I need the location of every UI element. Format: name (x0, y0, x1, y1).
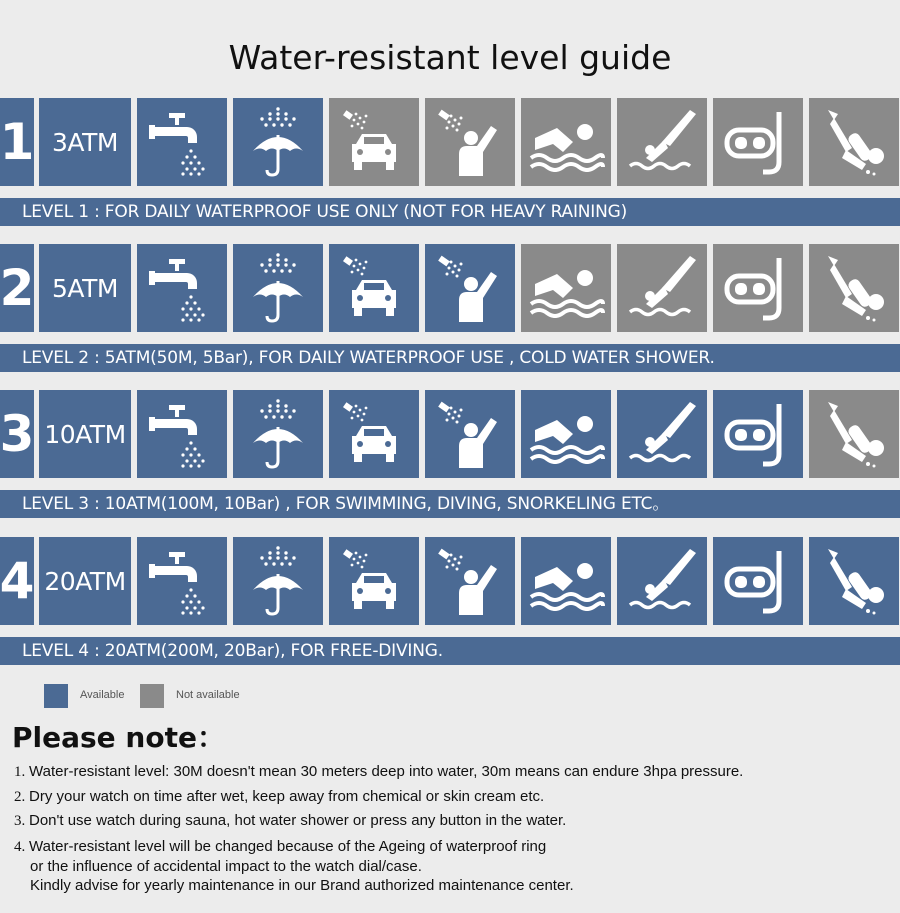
level-atm: 3ATM (39, 98, 131, 186)
shower-icon (435, 252, 505, 324)
diving-icon (626, 398, 698, 470)
car-wash-icon-tile (329, 244, 419, 332)
diving-icon-tile (617, 244, 707, 332)
scuba-diver-icon-tile (809, 537, 899, 625)
swimming-icon-tile (521, 537, 611, 625)
car-wash-icon (338, 545, 410, 617)
shower-icon (435, 398, 505, 470)
diving-icon-tile (617, 98, 707, 186)
level-description: LEVEL 2 : 5ATM(50M, 5Bar), FOR DAILY WATERPROOF USE , COLD WATER SHOWER. (0, 344, 900, 372)
level-number: 2 (0, 244, 34, 332)
scuba-diver-icon-tile (809, 244, 899, 332)
level-row-2 (0, 244, 900, 372)
swimming-icon (527, 112, 605, 172)
note-line: or the influence of accidental impact to the watch dial/case. (30, 858, 422, 875)
level-number: 4 (0, 537, 34, 625)
shower-icon (435, 545, 505, 617)
legend-swatch-available (44, 684, 68, 708)
snorkel-mask-icon (723, 398, 793, 470)
faucet-icon (147, 399, 217, 469)
swimming-icon-tile (521, 390, 611, 478)
shower-icon-tile (425, 390, 515, 478)
car-wash-icon (338, 398, 410, 470)
swimming-icon (527, 258, 605, 318)
level-number: 3 (0, 390, 34, 478)
note-title: Please note： (12, 721, 225, 754)
note-item (14, 787, 544, 807)
rain-umbrella-icon (243, 105, 313, 179)
note-line: Don't use watch during sauna, hot water shower or press any button in the water. (29, 812, 567, 829)
snorkel-mask-icon-tile (713, 390, 803, 478)
legend-label-available: Available (80, 689, 125, 701)
shower-icon-tile (425, 98, 515, 186)
note-item (14, 762, 743, 782)
car-wash-icon (338, 106, 410, 178)
swimming-icon (527, 551, 605, 611)
scuba-diver-icon (818, 398, 890, 470)
note-item (14, 837, 574, 895)
shower-icon-tile (425, 244, 515, 332)
rain-umbrella-icon-tile (233, 390, 323, 478)
note-line: Kindly advise for yearly maintenance in our Brand authorized maintenance center. (30, 877, 574, 894)
level-description: LEVEL 3 : 10ATM(100M, 10Bar) , FOR SWIMMING, DIVING, SNORKELING ETC。 (0, 490, 900, 518)
diving-icon (626, 106, 698, 178)
shower-icon (435, 106, 505, 178)
scuba-diver-icon-tile (809, 390, 899, 478)
car-wash-icon (338, 252, 410, 324)
rain-umbrella-icon (243, 544, 313, 618)
note-line: Dry your watch on time after wet, keep away from chemical or skin cream etc. (29, 788, 545, 805)
scuba-diver-icon (818, 545, 890, 617)
faucet-icon-tile (137, 98, 227, 186)
faucet-icon-tile (137, 390, 227, 478)
swimming-icon-tile (521, 244, 611, 332)
level-number: 1 (0, 98, 34, 186)
level-description: LEVEL 1 : FOR DAILY WATERPROOF USE ONLY (NOT FOR HEAVY RAINING) (0, 198, 900, 226)
note-number: 3. (14, 813, 29, 829)
note-number: 4. (14, 839, 29, 855)
shower-icon-tile (425, 537, 515, 625)
note-number: 2. (14, 789, 29, 805)
scuba-diver-icon (818, 106, 890, 178)
page-title: Water-resistant level guide (228, 38, 672, 77)
level-atm: 5ATM (39, 244, 131, 332)
rain-umbrella-icon-tile (233, 98, 323, 186)
note-number: 1. (14, 764, 29, 780)
diving-icon (626, 545, 698, 617)
scuba-diver-icon (818, 252, 890, 324)
faucet-icon-tile (137, 537, 227, 625)
level-atm: 10ATM (39, 390, 131, 478)
snorkel-mask-icon-tile (713, 537, 803, 625)
note-item (14, 811, 566, 831)
diving-icon-tile (617, 537, 707, 625)
faucet-icon (147, 253, 217, 323)
snorkel-mask-icon (723, 252, 793, 324)
level-row-3 (0, 390, 900, 518)
diving-icon-tile (617, 390, 707, 478)
snorkel-mask-icon-tile (713, 244, 803, 332)
legend-swatch-not-available (140, 684, 164, 708)
snorkel-mask-icon (723, 545, 793, 617)
faucet-icon-tile (137, 244, 227, 332)
level-atm: 20ATM (39, 537, 131, 625)
swimming-icon (527, 404, 605, 464)
snorkel-mask-icon-tile (713, 98, 803, 186)
scuba-diver-icon-tile (809, 98, 899, 186)
note-line: Water-resistant level: 30M doesn't mean 30 meters deep into water, 30m means can endure 3hpa pressure. (29, 763, 744, 780)
level-row-4 (0, 537, 900, 665)
rain-umbrella-icon (243, 397, 313, 471)
level-row-1 (0, 98, 900, 226)
rain-umbrella-icon (243, 251, 313, 325)
rain-umbrella-icon-tile (233, 537, 323, 625)
swimming-icon-tile (521, 98, 611, 186)
note-line: Water-resistant level will be changed because of the Ageing of waterproof ring (29, 838, 547, 855)
car-wash-icon-tile (329, 98, 419, 186)
faucet-icon (147, 107, 217, 177)
rain-umbrella-icon-tile (233, 244, 323, 332)
legend-label-not-available: Not available (176, 689, 240, 701)
car-wash-icon-tile (329, 390, 419, 478)
diving-icon (626, 252, 698, 324)
faucet-icon (147, 546, 217, 616)
level-description: LEVEL 4 : 20ATM(200M, 20Bar), FOR FREE-DIVING. (0, 637, 900, 665)
car-wash-icon-tile (329, 537, 419, 625)
snorkel-mask-icon (723, 106, 793, 178)
